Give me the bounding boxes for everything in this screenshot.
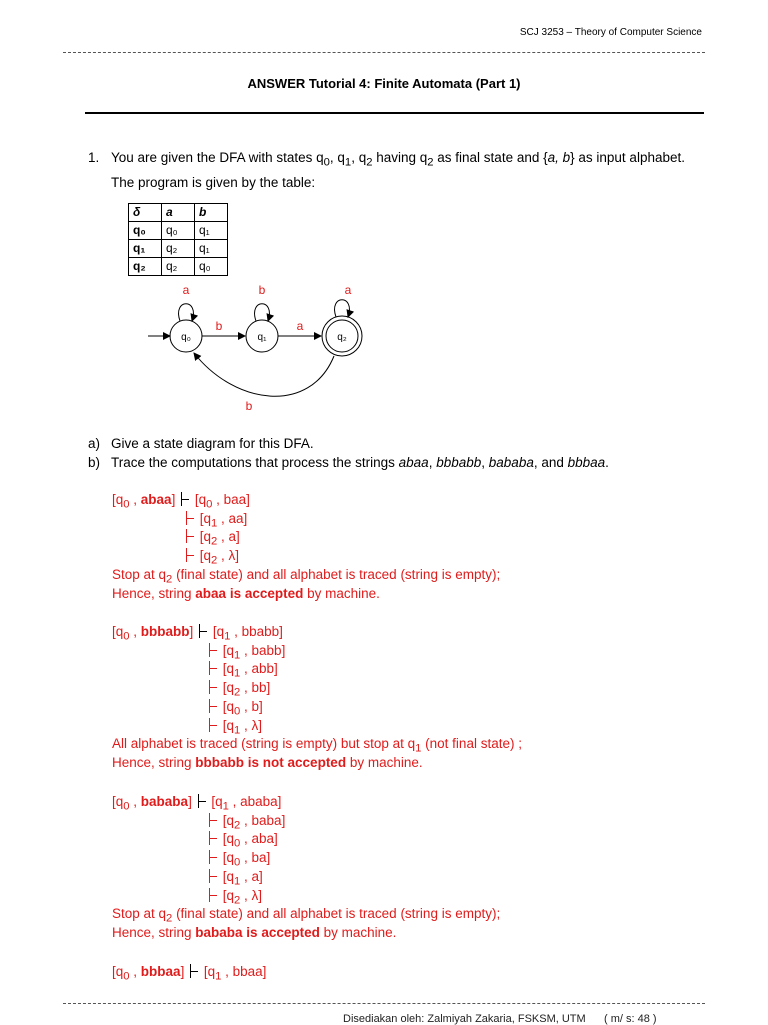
trace-conclusion: Hence, string bababa is accepted by machine.: [112, 924, 397, 940]
trace-step: [$q_1$ , bbaa]: [203, 964, 267, 983]
turnstile-icon: [207, 699, 219, 713]
trace-step: [$q_0$ , baa]: [194, 492, 250, 511]
table-header-row: [129, 204, 228, 222]
trace-step: [$q_2$ , baba]: [207, 812, 285, 835]
subquestion-text: Trace the computations that process the strings abaa, bbbabb, bababa, and bbbaa.: [111, 455, 609, 470]
turnstile-icon: [207, 661, 219, 675]
page-title: ANSWER Tutorial 4: Finite Automata (Part 1): [247, 76, 521, 91]
subquestion-a: [88, 434, 314, 453]
state-diagram: [140, 280, 400, 420]
trace-start-config: [$q_0$ , bababa]: [112, 794, 192, 813]
trace-conclusion: Hence, string abaa is accepted by machine.: [112, 585, 380, 601]
edge-label-q0-q1: b: [215, 319, 223, 333]
turnstile-icon: [196, 794, 208, 808]
subquestion-text: Give a state diagram for this DFA.: [111, 436, 314, 451]
table-cell: δ: [129, 204, 162, 222]
loop-label-q2: a: [344, 283, 352, 297]
transition-table: [128, 203, 228, 276]
loop-q1: [255, 304, 270, 321]
turnstile-icon: [207, 680, 219, 694]
trace-start-config: [$q_0$ , bbbabb]: [112, 624, 194, 643]
subquestion-b: [88, 453, 609, 472]
question-1: [88, 148, 688, 193]
trace-step: [$q_1$ , bbabb]: [212, 624, 283, 643]
table-cell: b: [195, 204, 228, 222]
trace-start-config: [$q_0$ , bbbaa]: [112, 964, 185, 983]
trace-note: Stop at $q_2$ (final state) and all alphabet is traced (string is empty);: [112, 566, 501, 586]
loop-label-q0: a: [182, 283, 190, 297]
table-cell: q₀: [195, 258, 228, 276]
turnstile-icon: [207, 718, 219, 732]
trace-step: [$q_2$ , λ]: [184, 547, 239, 570]
course-header: SCJ 3253 – Theory of Computer Science: [519, 27, 702, 38]
table-cell: q₁: [195, 240, 228, 258]
table-cell: q₀: [162, 222, 195, 240]
trace-step: [$q_0$ , ba]: [207, 849, 270, 872]
turnstile-icon: [188, 964, 200, 978]
page-marker: ( m/ s: 48 ): [604, 1013, 657, 1025]
turnstile-icon: [207, 813, 219, 827]
trace-step: [$q_1$ , babb]: [207, 642, 285, 665]
trace-step: [$q_1$ , ababa]: [211, 794, 282, 813]
table-row: [129, 222, 228, 240]
loop-q0: [179, 304, 194, 321]
edge-label-q2-q0: b: [245, 399, 253, 413]
header-divider: [63, 52, 705, 53]
edge-label-q1-q2: a: [296, 319, 304, 333]
trace-step: [$q_2$ , a]: [184, 528, 240, 551]
table-cell: q₂: [162, 240, 195, 258]
subquestion-label: a): [88, 436, 101, 451]
turnstile-icon: [184, 511, 196, 525]
loop-q2: [335, 300, 350, 317]
footer-divider: [63, 1003, 705, 1004]
trace-step: [$q_0$ , b]: [207, 698, 263, 721]
state-label-q1: q₁: [257, 332, 267, 343]
state-label-q0: q₀: [181, 332, 191, 343]
turnstile-icon: [207, 869, 219, 883]
subquestion-label: b): [88, 455, 101, 470]
trace-step: [$q_1$ , λ]: [207, 717, 262, 740]
table-row: [129, 240, 228, 258]
turnstile-icon: [207, 850, 219, 864]
question-number: 1.: [88, 150, 100, 165]
edge-q2-q0: [194, 353, 334, 396]
trace-step: [$q_2$ , λ]: [207, 887, 262, 910]
loop-label-q1: b: [258, 283, 266, 297]
trace-start: [112, 963, 266, 986]
turnstile-icon: [184, 548, 196, 562]
table-cell: q₁: [195, 222, 228, 240]
turnstile-icon: [197, 624, 209, 638]
trace-step: [$q_1$ , a]: [207, 868, 263, 891]
trace-step: [$q_1$ , aa]: [184, 510, 247, 533]
table-row: [129, 258, 228, 276]
trace-conclusion: Hence, string bbbabb is not accepted by machine.: [112, 754, 423, 770]
turnstile-icon: [179, 492, 191, 506]
trace-step: [$q_1$ , abb]: [207, 660, 278, 683]
trace-step: [$q_2$ , bb]: [207, 679, 270, 702]
turnstile-icon: [207, 643, 219, 657]
state-label-q2: q₂: [337, 332, 347, 343]
title-rule: [85, 112, 704, 114]
trace-start-config: [$q_0$ , abaa]: [112, 492, 176, 511]
table-cell: q₂: [129, 258, 162, 276]
turnstile-icon: [207, 888, 219, 902]
turnstile-icon: [207, 831, 219, 845]
trace-note: Stop at $q_2$ (final state) and all alphabet is traced (string is empty);: [112, 906, 501, 925]
trace-note: All alphabet is traced (string is empty) but stop at $q_1$ (not final state) ;: [112, 736, 522, 755]
footer: [343, 1013, 657, 1025]
table-cell: q₂: [162, 258, 195, 276]
table-cell: q₀: [129, 222, 162, 240]
table-cell: q₁: [129, 240, 162, 258]
trace-step: [$q_0$ , aba]: [207, 830, 278, 853]
turnstile-icon: [184, 529, 196, 543]
question-text: You are given the DFA with states $q_0$, $q_1$, $q_2$ having $q_2$ as final state and {a, b} as input alphabet. The program is given by the table:: [111, 150, 685, 190]
table-cell: a: [162, 204, 195, 222]
prepared-by: Disediakan oleh: Zalmiyah Zakaria, FSKSM, UTM: [343, 1013, 586, 1025]
